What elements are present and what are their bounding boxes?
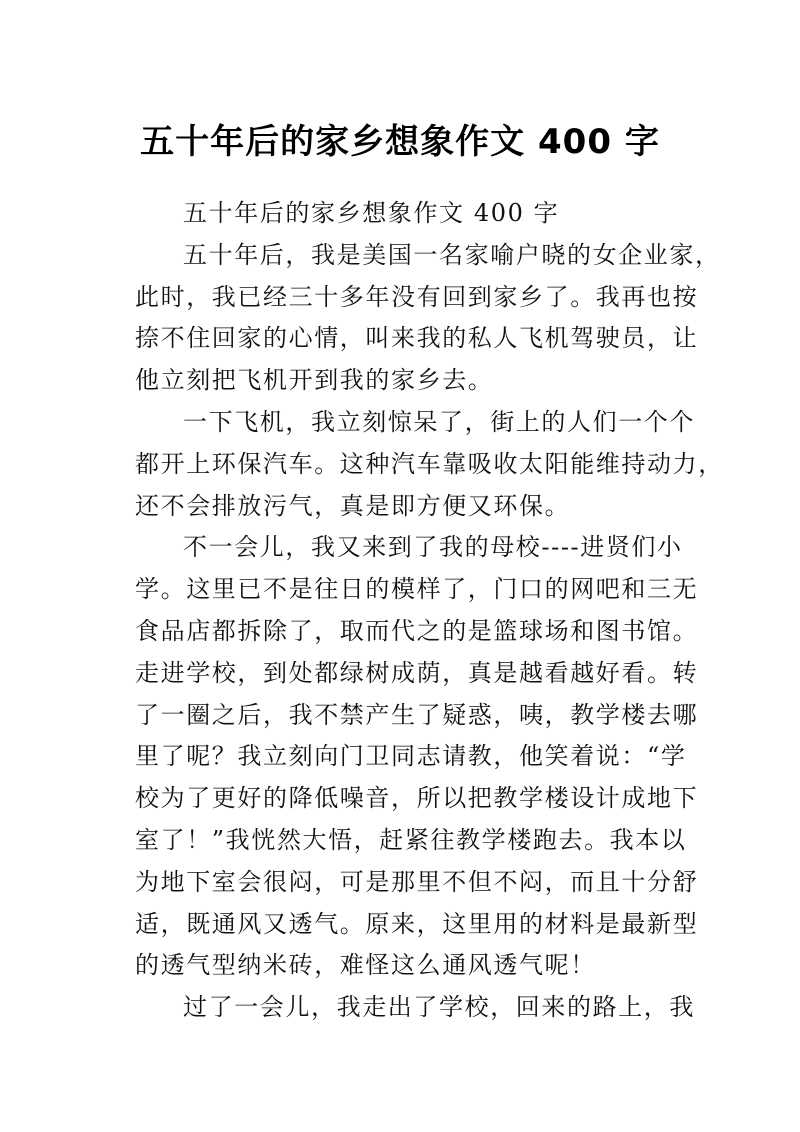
body-line: 捺不住回家的心情，叫来我的私人飞机驾驶员，让	[135, 324, 699, 353]
body-line: 的透气型纳米砖，难怪这么通风透气呢！	[135, 951, 596, 980]
body-line: 过了一会儿，我走出了学校，回来的路上，我	[183, 993, 695, 1022]
document-title: 五十年后的家乡想象作文 400 字	[140, 121, 660, 162]
body-line: 五十年后的家乡想象作文 400 字	[183, 199, 560, 227]
body-line: 校为了更好的降低噪音，所以把教学楼设计成地下	[135, 784, 699, 813]
body-line: 不一会儿，我又来到了我的母校----进贤们小	[183, 533, 683, 562]
body-line: 他立刻把飞机开到我的家乡去。	[135, 366, 494, 395]
body-line: 学。这里已不是往日的模样了，门口的网吧和三无	[135, 575, 699, 604]
body-line: 里了呢？我立刻向门卫同志请教，他笑着说：“学	[135, 742, 687, 771]
body-line: 室了！”我恍然大悟，赶紧往教学楼跑去。我本以	[135, 825, 687, 854]
body-line: 一下飞机，我立刻惊呆了，街上的人们一个个	[183, 407, 695, 436]
body-line: 适，既通风又透气。原来，这里用的材料是最新型	[135, 909, 699, 938]
body-line: 此时，我已经三十多年没有回到家乡了。我再也按	[135, 282, 699, 311]
body-line: 还不会排放污气，真是即方便又环保。	[135, 491, 571, 520]
body-line: 了一圈之后，我不禁产生了疑惑，咦，教学楼去哪	[135, 700, 699, 729]
document-body	[135, 192, 724, 1028]
body-line: 五十年后，我是美国一名家喻户晓的女企业家，	[183, 240, 721, 269]
body-line: 都开上环保汽车。这种汽车靠吸收太阳能维持动力，	[135, 449, 724, 478]
body-line: 走进学校，到处都绿树成荫，真是越看越好看。转	[135, 658, 699, 687]
body-line: 食品店都拆除了，取而代之的是篮球场和图书馆。	[135, 616, 699, 645]
body-line: 为地下室会很闷，可是那里不但不闷，而且十分舒	[135, 867, 699, 896]
